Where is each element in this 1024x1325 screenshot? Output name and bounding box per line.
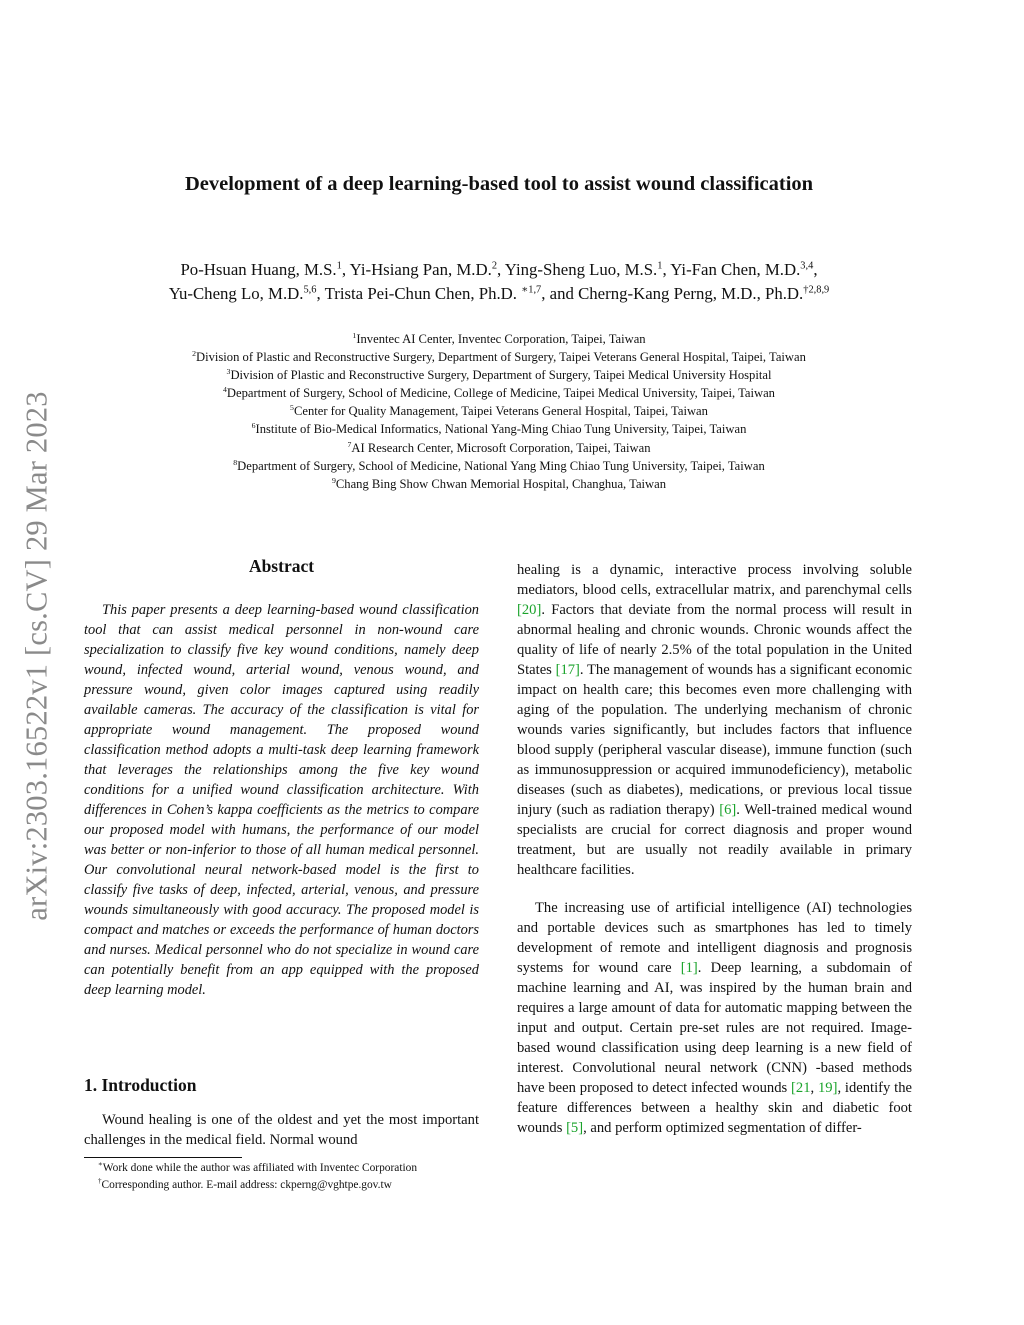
affiliation-number: 7 [347,439,352,449]
affiliation-number: 9 [331,475,336,485]
affiliation-line [80,348,918,366]
affiliation-text: Institute of Bio-Medical Informatics, National Yang-Ming Chiao Tung University, Taipei, Taiwan [255,422,747,437]
intro-paragraph-2 [517,898,912,1138]
affiliation-text: Center for Quality Management, Taipei Veterans General Hospital, Taipei, Taiwan [293,404,708,419]
abstract-heading: Abstract [248,556,315,576]
footnote-line [84,1160,484,1177]
affiliation-text: Inventec AI Center, Inventec Corporation, Taipei, Taiwan [356,332,646,346]
affiliation-text: Division of Plastic and Reconstructive Surgery, Department of Surgery, Taipei Medical University Hospital [230,368,772,383]
body-text: , [810,1080,818,1096]
paper-title: Development of a deep learning-based tool to assist wound classification [184,173,814,195]
affiliation-line [80,420,918,438]
citation-link[interactable]: 19] [817,1080,838,1096]
author-separator: , [813,260,818,279]
affiliation-line [80,402,918,420]
affiliation-text: Department of Surgery, School of Medicine, National Yang Ming Chiao Tung University, Taipei, Taiwan [237,458,765,473]
body-text: , identify the feature differences between a healthy skin and diabetic foot wounds [517,1080,912,1136]
author-separator: , [497,260,505,279]
author-separator: , [662,260,671,279]
introduction-heading: 1. Introduction [84,1075,197,1095]
affiliation-number: 3 [226,367,231,376]
affiliation-number: 8 [233,457,238,467]
author-affiliation-mark: 5,6 [303,284,317,296]
author-affiliation-mark: 1 [657,260,663,272]
body-text: . Well-trained medical wound specialists are crucial for correct diagnosis and proper wound treatment, but are usually not readily available in primary healthcare facilities. [517,802,912,878]
affiliation-text: Chang Bing Show Chwan Memorial Hospital, Changhua, Taiwan [335,476,667,491]
affiliation-list [80,330,918,493]
author-affiliation-mark: 1 [336,260,342,272]
body-text: . Factors that deviate from the normal process will result in abnormal healing and chronic wounds. Chronic wounds affect the quality of life of nearly 2.5% of the total population in the United States [517,602,912,678]
author-name: Yi-Fan Chen, M.D. [670,260,801,279]
author-name: Ying-Sheng Luo, M.S. [504,260,658,279]
footnotes [84,1160,484,1194]
author-name: Trista Pei-Chun Chen, Ph.D. [324,284,522,303]
body-text: . The management of wounds has a significant economic impact on health care; this becomes even more challenging with aging of the population. The underlying mechanism of chronic wounds varies significantly, but includes factors that influence blood supply (peripheral vascular disease), immune function (such as immunosuppression or acquired immunodeficiency), metabolic diseases (such as diabetes), medications, or previous local tissue injury (such as radiation therapy) [517,662,912,818]
arxiv-identifier: arXiv:2303.16522v1 [cs.CV] 29 Mar 2023 [19,391,54,921]
author-name: Cherng-Kang Perng, M.D., Ph.D. [578,284,804,303]
citation-link[interactable]: [21 [791,1080,811,1096]
affiliation-line [80,330,918,348]
author-separator: , [341,260,350,279]
affiliation-text: Department of Surgery, School of Medicine, College of Medicine, Taipei Medical University, Taipei, Taiwan [226,386,775,401]
introduction-text: Wound healing is one of the oldest and yet the most important challenges in the medical field. Normal wound [84,1112,479,1148]
affiliation-number: 2 [192,348,197,358]
affiliation-line [80,475,918,493]
affiliation-text: Division of Plastic and Reconstructive Surgery, Department of Surgery, Taipei Veterans General Hospital, Taipei, Taiwan [196,350,806,365]
footnote-line [84,1177,484,1194]
footnote-mark: ∗ [98,1160,103,1169]
author-affiliation-mark: †2,8,9 [803,284,830,296]
affiliation-number: 1 [352,330,357,340]
author-name: Yi-Hsiang Pan, M.D. [349,260,492,279]
abstract-text: This paper presents a deep learning-based wound classification tool that can assist medical personnel in non-wound care specialization to classify five key wound conditions, namely deep wound, infected wound, arterial wound, venous wound, and pressure wound, given color images captured using readily available cameras. The accuracy of the classification is vital for appropriate wound management. The proposed wound classification method adopts a multi-task deep learning framework that leverages the relationships among the five key wound conditions for a unified wound classification architecture. With differences in Cohen’s kappa coefficients as the metrics to compare our proposed model with humans, the performance of our model was better or non-inferior to those of all human medical personnel. Our convolutional neural network-based model is the first to classify five tasks of deep, infected, arterial, venous, and pressure wounds simultaneously with good accuracy. The proposed model is compact and matches or exceeds the performance of human doctors and nurses. Medical personnel who do not specialize in wound care can potentially benefit from an app equipped with the proposed deep learning model. [84,602,479,998]
affiliation-number: 5 [290,403,294,413]
citation-link[interactable]: [1] [680,960,698,976]
author-affiliation-mark: 3,4 [800,260,814,272]
body-text: , and perform optimized segmentation of differ- [583,1120,862,1136]
right-column [517,560,912,1138]
author-affiliation-mark: 2 [491,260,498,272]
affiliation-line [80,457,918,475]
footnote-rule [84,1157,242,1158]
body-text: The increasing use of artificial intelligence (AI) technologies and portable devices such as smartphones has led to timely development of remote and intelligent diagnosis and prognosis systems for wound care [517,900,912,976]
affiliation-number: 6 [251,421,256,431]
footnote-text: Corresponding author. E-mail address: ckperng@vghtpe.gov.tw [101,1179,392,1191]
author-name: Po-Hsuan Huang, M.S. [180,260,337,279]
arxiv-sidebar [2,356,72,956]
citation-link[interactable]: [5] [566,1120,584,1136]
affiliation-line [80,384,918,402]
citation-link[interactable]: [17] [555,662,580,678]
author-list [80,258,918,306]
author-name: Yu-Cheng Lo, M.D. [168,284,304,303]
author-affiliation-mark: ∗1,7 [521,284,542,296]
intro-paragraph-1 [517,560,912,880]
citation-link[interactable]: [6] [719,802,737,818]
citation-link[interactable]: [20] [517,602,542,618]
footnote-mark: † [98,1177,102,1186]
affiliation-line [80,366,918,384]
body-text: . Deep learning, a subdomain of machine learning and AI, was inspired by the human brain and requires a large amount of data for automatic mapping between the input and output. Certain pre-set rules are not required. Image-based wound classification using deep learning is a new field of interest. Convolutional neural network (CNN) -based methods have been proposed to detect infected wounds [517,960,913,1096]
author-separator: , and [541,284,579,303]
affiliation-text: AI Research Center, Microsoft Corporation, Taipei, Taiwan [351,440,651,455]
footnote-text: Work done while the author was affiliated with Inventec Corporation [102,1162,418,1174]
body-text: healing is a dynamic, interactive process involving soluble mediators, blood cells, extracellular matrix, and parenchymal cells [517,562,912,598]
author-separator: , [316,284,325,303]
affiliation-number: 4 [223,385,227,395]
affiliation-line [80,439,918,457]
